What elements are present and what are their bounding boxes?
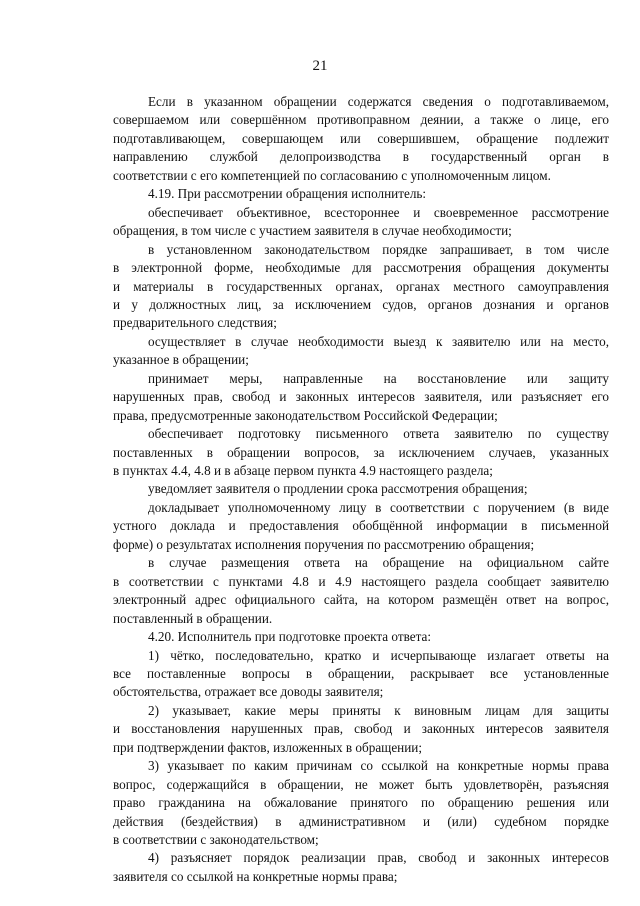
text-line: принимает меры, направленные на восстановление или защиту xyxy=(148,370,609,386)
text-line: электронный адрес официального сайта, на котором размещён ответ на вопрос, xyxy=(113,592,609,608)
text-line: в установленном законодательством порядке запрашивает, в том числе xyxy=(148,241,609,257)
text-line: в соответствии с законодательством; xyxy=(113,832,319,847)
text-line: обеспечивает объективное, всестороннее и своевременное рассмотрение xyxy=(148,204,609,220)
text-line: поставленных в обращении вопросов, за исключением случаев, указанных xyxy=(113,444,609,460)
text-line: соответствии с его компетенцией по согласованию с уполномоченным лицом. xyxy=(113,167,551,183)
text-line: нарушенных прав, свобод и законных интересов заявителя, или разъясняет его xyxy=(113,389,609,405)
text-line: действия (бездействия) в административном и (или) судебном порядке xyxy=(113,813,609,829)
text-line: 1) чётко, последовательно, кратко и исчерпывающе излагает ответы на xyxy=(148,647,609,663)
text-line: указанное в обращении; xyxy=(113,352,249,368)
text-line: права, предусмотренные законодательством Российской Федерации; xyxy=(113,407,498,423)
text-line: и материалы в государственных органах, органах местного самоуправления xyxy=(113,278,609,294)
text-line: все поставленные вопросы в обращении, раскрывает все установленные xyxy=(113,665,609,681)
text-line: Если в указанном обращении содержатся сведения о подготавливаемом, xyxy=(148,94,609,109)
text-line: направлению службой делопроизводства в государственный орган в xyxy=(113,149,609,165)
text-line: при подтверждении фактов, изложенных в обращении; xyxy=(113,739,423,755)
text-line: форме) о результатах исполнения поручения по рассмотрению обращения; xyxy=(113,536,535,552)
text-line: обращения, в том числе с участием заявителя в случае необходимости; xyxy=(113,223,512,239)
text-line: обстоятельства, отражает все доводы заявителя; xyxy=(113,684,384,700)
text-line: 4.19. При рассмотрении обращения исполнитель: xyxy=(148,186,427,202)
text-line: 3) указывает по каким причинам со ссылкой на конкретные нормы права xyxy=(148,758,609,774)
text-line: 4.20. Исполнитель при подготовке проекта ответа: xyxy=(148,629,432,645)
page-number: 21 xyxy=(312,58,328,74)
text-line: обеспечивает подготовку письменного ответа заявителю по существу xyxy=(148,426,609,442)
text-line: право гражданина на обжалование принятого по обращению решения или xyxy=(113,795,609,811)
text-line: и у должностных лиц, за исключением судов, органов дознания и органов xyxy=(113,296,609,312)
text-line: осуществляет в случае необходимости выезд к заявителю или на место, xyxy=(148,333,609,349)
text-line: предварительного следствия; xyxy=(113,315,277,331)
text-line: в случае размещения ответа на обращение на официальном сайте xyxy=(148,555,609,571)
text-line: 4) разъясняет порядок реализации прав, свобод и законных интересов xyxy=(148,850,609,866)
text-line: в пунктах 4.4, 4.8 и в абзаце первом пункта 4.9 настоящего раздела; xyxy=(113,463,493,478)
text-line: совершаемом или совершённом противоправном деянии, а также о лице, его xyxy=(113,112,609,128)
text-line: вопрос, содержащийся в обращении, не может быть удовлетворён, разъясняя xyxy=(113,776,609,792)
text-line: заявителя со ссылкой на конкретные нормы права; xyxy=(113,868,398,884)
text-line: устного доклада и предоставления обобщённой информации в письменной xyxy=(113,518,609,534)
text-line: и восстановления нарушенных прав, свобод и законных интересов заявителя xyxy=(113,721,609,737)
text-line: подготавливающем, совершающем или совершившем, обращение подлежит xyxy=(113,130,609,146)
text-line: в соответствии с пунктами 4.8 и 4.9 настоящего раздела сообщает заявителю xyxy=(113,573,609,589)
text-line: 2) указывает, какие меры приняты к виновным лицам для защиты xyxy=(148,702,609,718)
text-line: в электронной форме, необходимые для рассмотрения обращения документы xyxy=(113,260,609,276)
text-line: докладывает уполномоченному лицу в соответствии с поручением (в виде xyxy=(148,499,609,515)
text-line: поставленный в обращении. xyxy=(113,610,273,626)
text-line: уведомляет заявителя о продлении срока рассмотрения обращения; xyxy=(148,481,528,497)
